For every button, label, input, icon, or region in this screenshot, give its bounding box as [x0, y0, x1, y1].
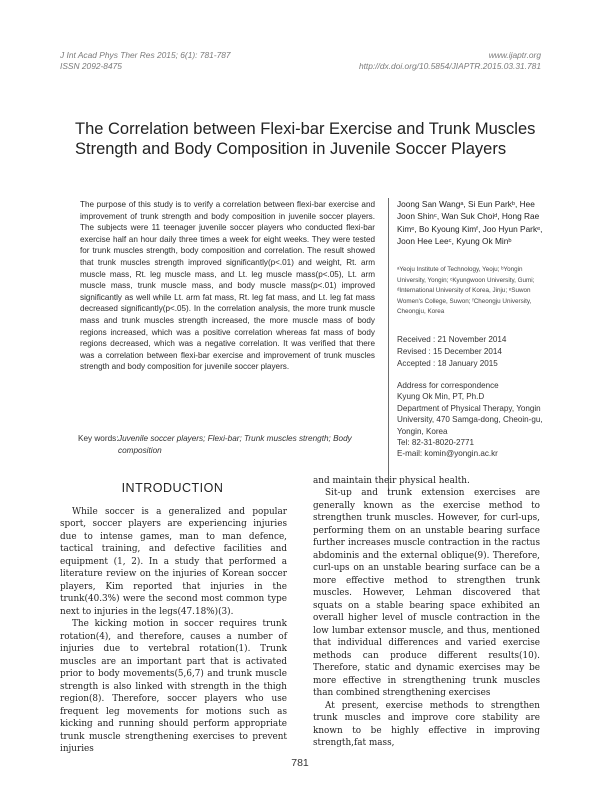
paragraph: Sit-up and trunk extension exercises are generally known as the exercise method to strengthen trunk muscles. However, for curl-ups, performing them on an unstable bearing surface further increases muscle contraction in the ractus abdominis and the external oblique(9). Therefore, curl-ups on an unstable bearing surface can be a more effective method to strengthen trunk muscles. However, Lehman discovered that squats on a stable bearing space exhibited an overall higher level of muscle contraction in the low lumbar extensor muscle, and thus, mentioned that individual differences and varied exercise methods can produce different results(10). Therefore, static and dynamic exercises may be more effective in strengthening trunk muscles than combined strengthening exercises [313, 488, 540, 699]
article-dates [397, 334, 547, 369]
paragraph: The kicking motion in soccer requires trunk rotation(4), and therefore, causes a number of injuries due to vertebral rotation(1). Trunk muscles are an important part that is activated prior to body movements(5,6,7) and trunk muscle strength is also linked with strength in the thigh region(8). Therefore, soccer players who use frequent leg movements for motions such as kicking and running should perform appropriate trunk muscle strengthening exercises to prevent injuries [60, 619, 287, 755]
paragraph: At present, exercise methods to strengthen trunk muscles and improve core stability are known to be highly effective in improving strength,fat mass, [313, 700, 540, 749]
affiliations: ᵃYeoju Institute of Technology, Yeoju; ᵇYongin University, Yongin; ᶜKyungwoon University, Gumi; ᵈInternational University of Korea, Jinju; ᵉSuwon Women's College, Suwon; ᶠCheongju University, Cheongju, Korea [397, 266, 535, 315]
keywords-text: Juvenile soccer players; Flexi-bar; Trunk muscles strength; Body composition [118, 434, 352, 455]
issn: ISSN 2092-8475 [60, 61, 122, 71]
received-date: Received : 21 November 2014 [397, 335, 507, 344]
correspondence [397, 380, 547, 460]
paragraph: While soccer is a generalized and popular sport, soccer players are experiencing injuries due to intense games, man to man defence, tactical training, and defective facilities and equipment (1, 2). In a study that performed a literature review on the injuries of Korean soccer players, Kim reported that injuries in the trunk(40.3%) were the second most common type next to injuries in the legs(47.18%)(3). [60, 507, 287, 617]
accepted-date: Accepted : 18 January 2015 [397, 358, 498, 368]
journal-citation [60, 50, 231, 72]
paragraph: and maintain their physical health. [313, 476, 470, 486]
keywords-label: Key words: [78, 434, 119, 443]
column-divider [388, 198, 389, 495]
body-column-right [313, 475, 540, 750]
article-title: The Correlation between Flexi-bar Exercise and Trunk Muscles Strength and Body Composition in Juvenile Soccer Players [75, 120, 536, 158]
journal-url[interactable]: www.ijaptr.org [488, 50, 541, 60]
correspondence-address: Department of Physical Therapy, Yongin University, 470 Samga-dong, Cheoin-gu, Yongin, Korea [397, 403, 543, 436]
journal-reference: J Int Acad Phys Ther Res 2015; 6(1): 781-787 [60, 50, 231, 60]
section-heading-introduction: INTRODUCTION [121, 481, 224, 495]
correspondence-tel: Tel: 82-31-8020-2771 [397, 438, 474, 448]
journal-links [359, 50, 541, 72]
author-list: Joong San Wangᵃ, Si Eun Parkᵇ, Hee Joon Shinᶜ, Wan Suk Choiᵈ, Hong Rae Kimᵉ, Bo Kyoung Kimᶠ, Joo Hyun Parkᵉ, Joon Hee Leeᶜ, Kyung Ok Minᵇ [397, 199, 543, 247]
body-column-left [60, 506, 287, 756]
revised-date: Revised : 15 December 2014 [397, 346, 502, 356]
abstract: The purpose of this study is to verify a correlation between flexi-bar exercise and improvement of trunk strength and body composition in juvenile soccer players. The subjects were 11 teenager juvenile soccer players who conducted flexi-bar exercise half an hour daily three times a week for eight weeks. They were tested for trunk muscles strength, body composition and correlation. The result showed that trunk muscles strength improved significantly(p<.01) and weight, Rt. arm muscle mass, Rt. leg muscle mass, and Lt. leg muscle mass(p<.05), Lt. arm muscle mass, trunk muscle mass, and body muscle mass(p<.01) improved significantly as well while Lt. arm fat mass, Rt. leg fat mass, and Lt. leg fat mass decreased significantly(p<.05). In the correlation analysis, the more trunk muscle mass and trunk muscles strength increased, the more muscle mass of body regions increased, which was a positive correlation whereas fat mass of body regions decreased, which was a negative correlation. It was verified that there was a correlation between flexi-bar exercise and improvement of trunk muscles strength and body composition for juvenile soccer players. [80, 200, 375, 372]
doi-link[interactable]: http://dx.doi.org/10.5854/JIAPTR.2015.03.31.781 [358, 61, 541, 71]
correspondence-email[interactable]: E-mail: komin@yongin.ac.kr [397, 449, 498, 459]
correspondence-heading: Address for correspondence [397, 381, 499, 390]
correspondence-name: Kyung Ok Min, PT, Ph.D [397, 392, 485, 402]
page-number: 781 [291, 757, 309, 769]
